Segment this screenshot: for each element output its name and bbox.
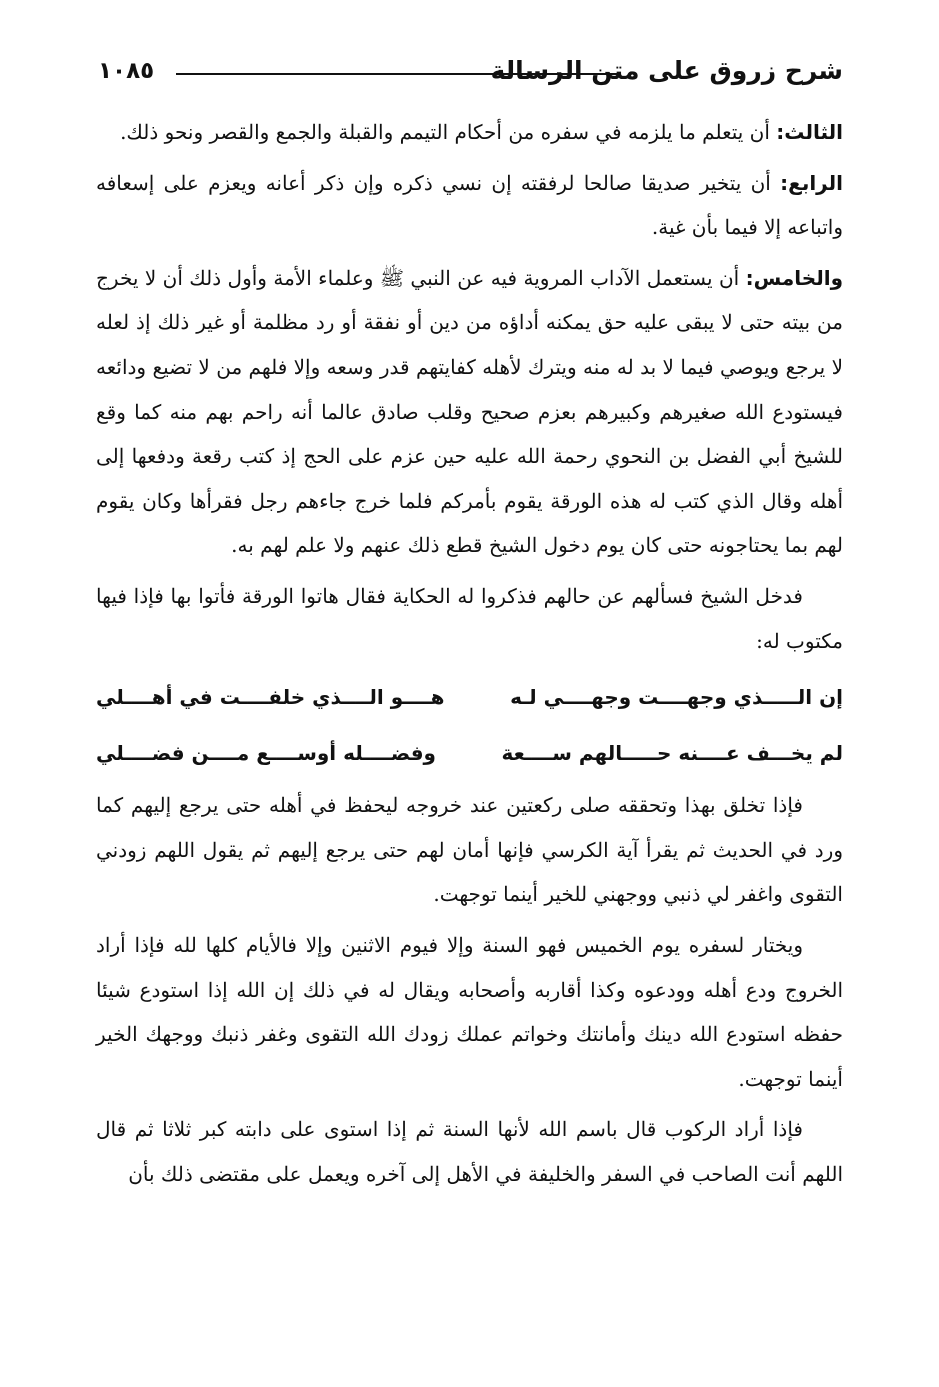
body-text [96,110,843,1202]
header-rule [176,73,620,75]
paragraph-text: أن يستعمل الآداب المروية فيه عن النبي ﷺ وعلماء الأمة وأول ذلك أن لا يخرج من بيته حتى لا يبقى عليه حق يمكنه أداؤه من دين أو نفقة أو رد مظلمة أو غير ذلك إذ لعله لا يرجع ويوصي فيما لا بد له منه ويترك لأهله كفايتهم قدر وسعه وإلا فلهم من لا تضيع ودائعه فيستودع الله صغيرهم وكبيرهم بعزم صحيح وقلب صادق عالما أنه راحم بهم منه كما وقع للشيخ أبي الفضل بن النحوي رحمة الله عليه حين عزم على الحج إذ كتب رقعة ودفعها إلى أهله وقال الذي كتب له هذه الورقة يقوم بأمركم فلما خرج جاءهم رجل فقرأها وكان يقوم لهم بما يحتاجونه حتى كان يوم دخول الشيخ قطع ذلك عنهم ولا علم لهم به. [96,265,843,558]
paragraph-text: فإذا تخلق بهذا وتحققه صلى ركعتين عند خروجه ليحفظ في أهله حتى يرجع إليهم كما ورد في الحديث ثم يقرأ آية الكرسي فإنها أمان لهم حتى يرجع إليهم ثم يقول اللهم زودني التقوى واغفر لي ذنبي ووجهني للخير أينما توجهت. [96,793,843,907]
paragraph-mounting [96,1107,843,1196]
paragraph-text: أن يتعلم ما يلزمه في سفره من أحكام التيمم والقبلة والجمع والقصر ونحو ذلك. [120,120,777,144]
poem-verse [96,669,843,725]
page-number: ١٠٨٥ [98,58,155,84]
paragraph-text: أن يتخير صديقا صالحا لرفقته إن نسي ذكره وإن ذكر أعانه ويعزم على إسعافه واتباعه إلا فيما بأن غية. [96,170,843,240]
running-title: شرح زروق على متن الرسالة [490,56,843,85]
paragraph-fifth [96,256,843,568]
paragraph-entry [96,574,843,663]
poem-verse [96,725,843,781]
verse-first-hemistich: إن الـــــذي وجهــــت وجهــــي لـه [510,685,843,710]
verse-first-hemistich: لم يخـــف عــــنه حـــــالهم ســــعة [501,741,843,766]
verse-second-hemistich: هــــو الــــذي خلفــــت في أهــــلي [96,685,445,710]
paragraph-lead: والخامس: [745,265,843,290]
page-header [98,50,843,96]
paragraph-prayer [96,783,843,917]
paragraph-lead: الثالث: [776,120,843,144]
paragraph-third [96,110,843,155]
paragraph-text: ويختار لسفره يوم الخميس فهو السنة وإلا فيوم الاثنين وإلا فالأيام كلها لله فإذا أراد الخروج ودع أهله وودعوه وكذا أقاربه وأصحابه ويقال له في ذلك إن الله إذا استودع شيئا حفظه استودع الله دينك وأمانتك وخواتم عملك زودك الله التقوى وغفر ذنبك ووجهك الخير أينما توجهت. [96,932,843,1091]
paragraph-lead: الرابع: [780,170,843,195]
paragraph-fourth [96,161,843,250]
verse-second-hemistich: وفضــــله أوســــع مــــن فضــــلي [96,741,436,766]
paragraph-text: فدخل الشيخ فسألهم عن حالهم فذكروا له الحكاية فقال هاتوا الورقة فأتوا بها فإذا فيها مكتوب له: [96,583,843,653]
paragraph-departure-day [96,923,843,1101]
paragraph-text: فإذا أراد الركوب قال باسم الله لأنها السنة ثم إذا استوى على دابته كبر ثلاثا ثم قال اللهم أنت الصاحب في السفر والخليفة في الأهل إلى آخره ويعمل على مقتضى ذلك بأن [96,1117,843,1186]
